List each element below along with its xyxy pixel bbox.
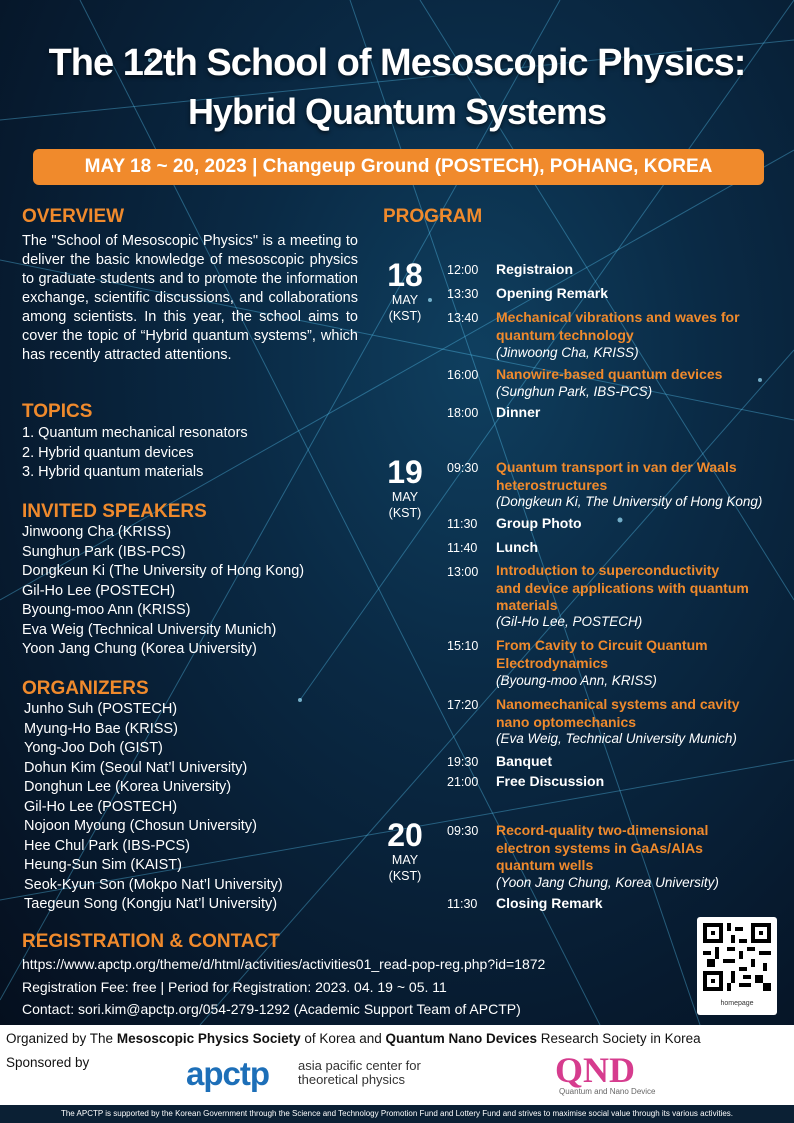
talk-title-line: Electrodynamics <box>496 654 609 671</box>
talk-speaker: (Dongkeun Ki, The University of Hong Kong) <box>496 494 763 509</box>
event-time: 11:30 <box>447 897 478 911</box>
speakers-heading: INVITED SPEAKERS <box>22 501 207 522</box>
talk-title-line: quantum wells <box>496 857 594 873</box>
event-title: Dinner <box>496 404 541 420</box>
organizer-name: Mesoscopic Physics Society <box>116 1031 301 1046</box>
event-time: 09:30 <box>447 824 479 838</box>
day-18 <box>380 258 430 324</box>
talk-speaker: (Sunghun Park, IBS-PCS) <box>496 384 653 399</box>
event-title: Closing Remark <box>496 895 603 911</box>
list-item: Sunghun Park (IBS-PCS) <box>22 543 186 560</box>
talk-title-line: Mechanical vibrations and waves for <box>496 309 740 325</box>
event-time: 11:40 <box>447 541 478 555</box>
overview-heading: OVERVIEW <box>22 206 125 227</box>
talk-title-line: materials <box>496 597 558 613</box>
organizer-name: Quantum Nano Devices <box>385 1031 538 1046</box>
day-timezone: (KST) <box>388 869 422 883</box>
list-item: Seok-Kyun Son (Mokpo Nat’l University) <box>24 876 283 893</box>
topics-list <box>22 424 248 483</box>
talk-title-line: heterostructures <box>496 476 608 493</box>
talk-title <box>496 637 708 672</box>
apctp-subtitle-line: theoretical physics <box>298 1072 405 1087</box>
list-item: 2. Hybrid quantum devices <box>22 444 194 461</box>
day-month: MAY <box>391 490 419 504</box>
talk-title-line: Introduction to superconductivity <box>496 562 720 578</box>
list-item: Yong-Joo Doh (GIST) <box>24 740 163 756</box>
day-timezone: (KST) <box>388 506 422 520</box>
list-item: Eva Weig (Technical University Munich) <box>22 621 277 638</box>
talk-title-line: electron systems in GaAs/AlAs <box>496 839 703 856</box>
talk-speaker: (Gil-Ho Lee, POSTECH) <box>496 614 643 629</box>
list-item: Yoon Jang Chung (Korea University) <box>22 641 257 657</box>
list-item: Heung-Sun Sim (KAIST) <box>24 857 182 873</box>
event-time: 19:30 <box>447 755 479 769</box>
organized-text: of Korea and <box>300 1031 386 1046</box>
footer <box>0 1025 794 1105</box>
event-time: 17:20 <box>447 698 479 712</box>
list-item: Dongkeun Ki (The University of Hong Kong) <box>22 563 305 579</box>
contact-info: Contact: sori.kim@apctp.org/054-279-1292 (Academic Support Team of APCTP) <box>22 1001 521 1017</box>
list-item: Taegeun Song (Kongju Nat’l University) <box>24 896 278 912</box>
list-item: Donghun Lee (Korea University) <box>24 779 232 795</box>
talk-title-line: Nanomechanical systems and cavity <box>496 696 740 712</box>
talk-speaker: (Jinwoong Cha, KRISS) <box>496 345 639 360</box>
talk-title <box>496 459 737 494</box>
apctp-wordmark: apctp <box>186 1055 270 1092</box>
talk-title-line: quantum technology <box>496 326 634 343</box>
event-title: Lunch <box>496 539 538 555</box>
talk-speaker: (Byoung-moo Ann, KRISS) <box>496 673 657 688</box>
support-disclaimer: The APCTP is supported by the Korean Government through the Science and Technology Promotion Fund and Lottery Fund and strives to maximise social value through its various activities. <box>0 1105 794 1123</box>
poster-title-line2: Hybrid Quantum Systems <box>187 91 607 132</box>
organized-text: Research Society in Korea <box>537 1031 701 1046</box>
talk-title-line: Record-quality two-dimensional <box>496 822 709 838</box>
event-time: 09:30 <box>447 461 479 475</box>
qnd-logo <box>555 1049 665 1099</box>
topics-heading: TOPICS <box>22 401 93 422</box>
date-venue-banner: MAY 18 ~ 20, 2023 | Changeup Ground (POSTECH), POHANG, KOREA <box>33 149 764 185</box>
event-time: 13:00 <box>447 565 479 579</box>
registration-heading: REGISTRATION & CONTACT <box>22 931 280 952</box>
list-item: Hee Chul Park (IBS-PCS) <box>24 837 190 854</box>
day-month: MAY <box>391 853 419 867</box>
talk-title-line: From Cavity to Circuit Quantum <box>496 637 708 653</box>
apctp-subtitle <box>298 1059 421 1087</box>
list-item: 3. Hybrid quantum materials <box>22 464 204 480</box>
list-item: Nojoon Myoung (Chosun University) <box>24 818 257 834</box>
talk-title <box>496 309 740 344</box>
talk-title: Nanowire-based quantum devices <box>496 366 723 382</box>
list-item: Jinwoong Cha (KRISS) <box>22 524 172 540</box>
day-month: MAY <box>391 293 419 307</box>
organizers-heading: ORGANIZERS <box>22 678 149 699</box>
event-title: Opening Remark <box>496 285 609 301</box>
apctp-logo <box>186 1055 446 1095</box>
organizers-list <box>24 700 283 915</box>
program-heading: PROGRAM <box>383 206 483 227</box>
qr-caption: homepage <box>720 1000 754 1007</box>
talk-speaker: (Eva Weig, Technical University Munich) <box>496 731 737 746</box>
talk-title <box>496 822 708 875</box>
event-title: Registraion <box>496 261 574 277</box>
qnd-wordmark: QND <box>555 1050 635 1090</box>
registration-url[interactable]: https://www.apctp.org/theme/d/html/activities/activities01_read-pop-reg.php?id=1872 <box>22 956 546 972</box>
event-title: Free Discussion <box>496 773 605 789</box>
list-item: Byoung-moo Ann (KRISS) <box>22 602 191 618</box>
poster-title-line1: The 12th School of Mesoscopic Physics: <box>48 42 746 84</box>
apctp-subtitle-line: asia pacific center for <box>298 1058 421 1073</box>
talk-title-line: nano optomechanics <box>496 713 637 730</box>
list-item: Junho Suh (POSTECH) <box>24 701 178 717</box>
event-time: 12:00 <box>447 263 479 277</box>
event-title: Banquet <box>496 753 552 769</box>
talk-title <box>496 562 749 615</box>
event-time: 16:00 <box>447 368 479 382</box>
sponsored-by-label: Sponsored by <box>6 1055 90 1070</box>
event-time: 13:30 <box>447 287 479 301</box>
organized-by-line <box>6 1031 701 1046</box>
talk-title-line: Quantum transport in van der Waals <box>496 459 737 475</box>
homepage-qr-code[interactable] <box>697 917 777 1015</box>
day-19 <box>380 455 430 521</box>
event-title: Group Photo <box>496 515 582 531</box>
speakers-list <box>22 523 304 660</box>
day-number: 20 <box>387 817 423 853</box>
list-item: Myung-Ho Bae (KRISS) <box>24 720 178 737</box>
qr-code-icon <box>703 923 771 991</box>
event-time: 21:00 <box>447 775 479 789</box>
list-item: 1. Quantum mechanical resonators <box>22 425 248 441</box>
list-item: Dohun Kim (Seoul Nat’l University) <box>24 759 248 776</box>
talk-title <box>496 696 740 731</box>
day-20 <box>380 818 430 884</box>
day-timezone: (KST) <box>388 309 422 323</box>
event-time: 11:30 <box>447 517 478 531</box>
registration-fee: Registration Fee: free | Period for Registration: 2023. 04. 19 ~ 05. 11 <box>22 979 447 995</box>
event-time: 13:40 <box>447 311 479 325</box>
event-time: 15:10 <box>447 639 479 653</box>
organized-text: Organized by The <box>6 1031 117 1046</box>
list-item: Gil-Ho Lee (POSTECH) <box>24 798 178 815</box>
event-time: 18:00 <box>447 406 479 420</box>
overview-text: The "School of Mesoscopic Physics" is a meeting to deliver the basic knowledge of mesoscopic physics to graduate students and to promote the information exchange, scientific discussions, and collaborations among scientists. In this year, the school aims to cover the topic of “Hybrid quantum systems”, which has recently attracted attentions. <box>22 233 358 363</box>
day-number: 19 <box>387 454 423 490</box>
list-item: Gil-Ho Lee (POSTECH) <box>22 582 176 599</box>
talk-speaker: (Yoon Jang Chung, Korea University) <box>496 875 719 890</box>
day-number: 18 <box>387 257 423 293</box>
talk-title-line: and device applications with quantum <box>496 579 749 596</box>
qnd-subtitle: Quantum and Nano Device <box>559 1087 656 1096</box>
